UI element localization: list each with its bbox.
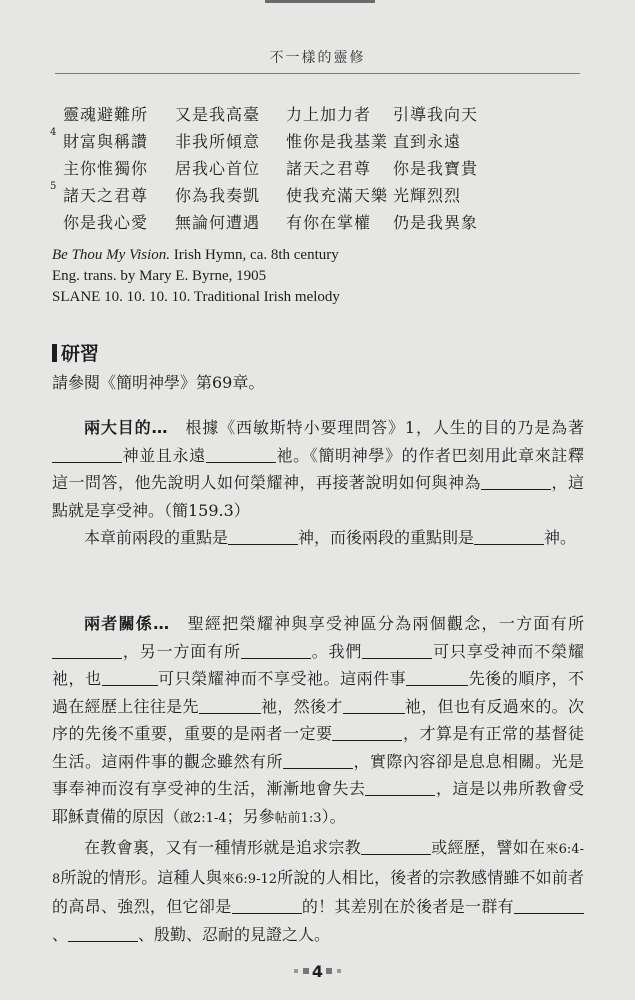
fill-in-blank[interactable]	[474, 528, 544, 545]
lyric-phrase: 諸天之君尊	[286, 159, 372, 178]
fill-in-blank[interactable]	[514, 897, 584, 914]
lyric-phrase: 力上加力者	[286, 105, 372, 124]
lyric-phrase: 有你在掌權	[286, 213, 372, 232]
lyric-phrase: 惟你是我基業	[286, 132, 389, 151]
folio-ornament	[337, 969, 341, 973]
lyric-phrase: 非我所傾意	[175, 132, 261, 151]
lyric-phrase: 使我充滿天樂	[286, 186, 389, 205]
fill-in-blank[interactable]	[241, 642, 311, 659]
hymn-title: Be Thou My Vision.	[52, 247, 171, 263]
fill-in-blank[interactable]	[283, 752, 353, 769]
fill-in-blank[interactable]	[199, 697, 261, 714]
text: 本章前兩段的重點是	[84, 528, 229, 547]
text: 祂，但也有反過來的。次序的先後不重要，重要的是兩者一定要	[52, 696, 584, 743]
header-divider	[55, 73, 580, 74]
text: 或經歷，譬如在	[431, 838, 546, 857]
lyric-phrase: 仍是我異象	[393, 213, 479, 232]
fill-in-blank[interactable]	[361, 838, 431, 855]
scripture-ref: 來6:9-12	[222, 871, 278, 887]
scripture-ref: 啟2:1-4	[180, 810, 227, 826]
verse-number: 4	[50, 127, 58, 138]
fill-in-blank[interactable]	[332, 724, 402, 741]
lyric-phrase: 財富與稱讚	[63, 132, 149, 151]
scripture-ref: 帖前1:3	[274, 810, 322, 826]
text: 先後的順序，不過在經歷上往往是先	[52, 669, 584, 716]
paragraph-purpose	[52, 414, 584, 524]
paragraph-relationship	[52, 610, 584, 832]
text: 所說的人相比，後者的宗教感情雖不如前者的高昂、強烈，但它卻是	[52, 867, 584, 916]
fill-in-blank[interactable]	[206, 446, 276, 463]
hymn-lyrics	[50, 102, 578, 237]
text: ，才算是有正常的基督徒生活。這兩件事的觀念雖然有所	[52, 724, 584, 771]
text: 神，而後兩段的重點則是	[298, 528, 475, 547]
paragraph-religion	[52, 834, 584, 948]
folio-ornament	[326, 968, 332, 974]
fill-in-blank[interactable]	[228, 528, 298, 545]
text: 根據《西敏斯特小要理問答》1，人生的目的乃是為著	[167, 418, 584, 437]
text: ，這點就是享受神。（簡159.3）	[52, 473, 584, 520]
lyric-phrase: 引導我向天	[393, 105, 479, 124]
text: ；另參	[226, 806, 275, 826]
paragraph-focus	[52, 524, 584, 552]
fill-in-blank[interactable]	[406, 669, 468, 686]
credit-line-tune: SLANE 10. 10. 10. 10. Traditional Irish melody	[52, 289, 340, 305]
section-heading	[52, 339, 99, 366]
lyric-phrase: 靈魂避難所	[63, 105, 149, 124]
page-number: 4	[311, 962, 324, 981]
lyric-phrase: 你為我奏凱	[175, 186, 261, 205]
credit-line-translation: Eng. trans. by Mary E. Byrne, 1905	[52, 268, 267, 284]
heading-marker	[52, 344, 57, 362]
text: 在教會裏，又有一種情形就是追求宗教	[84, 838, 361, 857]
hymn-line	[58, 102, 578, 129]
lyric-phrase: 居我心首位	[175, 159, 261, 178]
reading-reference: 請參閱《簡明神學》第69章。	[52, 373, 265, 392]
paragraph-lead: 兩大目的…	[84, 418, 168, 437]
folio-ornament	[303, 968, 309, 974]
text: 、	[52, 924, 69, 944]
scripture-ref: 來6:4-8	[52, 842, 584, 887]
lyric-phrase: 你是我寶貴	[393, 159, 479, 178]
hymn-credits	[52, 245, 340, 308]
fill-in-blank[interactable]	[52, 446, 122, 463]
fill-in-blank[interactable]	[481, 473, 551, 490]
hymn-line	[50, 127, 578, 156]
paragraph-lead: 兩者關係…	[84, 614, 170, 633]
text: 的！其差別在於後者是一群有	[301, 897, 514, 916]
page-number-footer	[0, 962, 635, 981]
folio-ornament	[294, 969, 298, 973]
text: 。我們	[310, 641, 363, 661]
fill-in-blank[interactable]	[68, 925, 138, 942]
text: ）。	[321, 806, 346, 826]
fill-in-blank[interactable]	[343, 697, 405, 714]
hymn-line	[58, 210, 578, 237]
text: 可只享受神而不榮耀祂，也	[52, 641, 584, 688]
fill-in-blank[interactable]	[362, 642, 432, 659]
running-head: 不一樣的靈修	[269, 50, 366, 66]
fill-in-blank[interactable]	[52, 642, 122, 659]
lyric-phrase: 又是我高臺	[175, 105, 261, 124]
text: 祂。《簡明神學》的作者巴刻用此章來註釋這一問答，他先說明人如何榮耀神，再接著說明如何與神為	[52, 445, 584, 492]
text: 所說的情形。這種人與	[60, 867, 222, 887]
lyric-phrase: 你是我心愛	[63, 213, 149, 232]
fill-in-blank[interactable]	[102, 669, 158, 686]
top-rule	[265, 0, 375, 3]
lyric-phrase: 諸天之君尊	[63, 186, 149, 205]
section-title-text: 研習	[61, 343, 100, 365]
text: 神。	[544, 528, 577, 547]
text: 、殷勤、忍耐的見證之人。	[138, 924, 331, 944]
fill-in-blank[interactable]	[365, 779, 435, 796]
lyric-phrase: 直到永遠	[393, 132, 462, 151]
text: ，這是以弗所教會受耶穌責備的原因（	[52, 779, 584, 826]
lyric-phrase: 無論何遭遇	[175, 213, 261, 232]
hymn-origin: Irish Hymn, ca. 8th century	[170, 247, 339, 263]
text: 聖經把榮耀神與享受神區分為兩個觀念，一方面有所	[169, 614, 584, 633]
text: ，另一方面有所	[122, 641, 241, 661]
fill-in-blank[interactable]	[232, 897, 302, 914]
lyric-phrase: 光輝烈烈	[393, 186, 462, 205]
credit-line-title	[52, 245, 340, 266]
text: 神並且永遠	[122, 445, 206, 465]
text: ，實際內容卻是息息相關。光是事奉神而沒有享受神的生活，漸漸地會失去	[52, 751, 584, 798]
text: 可只榮耀神而不享受祂。這兩件事	[157, 669, 407, 688]
hymn-line	[50, 181, 578, 210]
lyric-phrase: 主你惟獨你	[63, 159, 149, 178]
verse-number: 5	[50, 181, 58, 192]
text: 祂，然後才	[260, 696, 343, 716]
hymn-line	[58, 156, 578, 183]
